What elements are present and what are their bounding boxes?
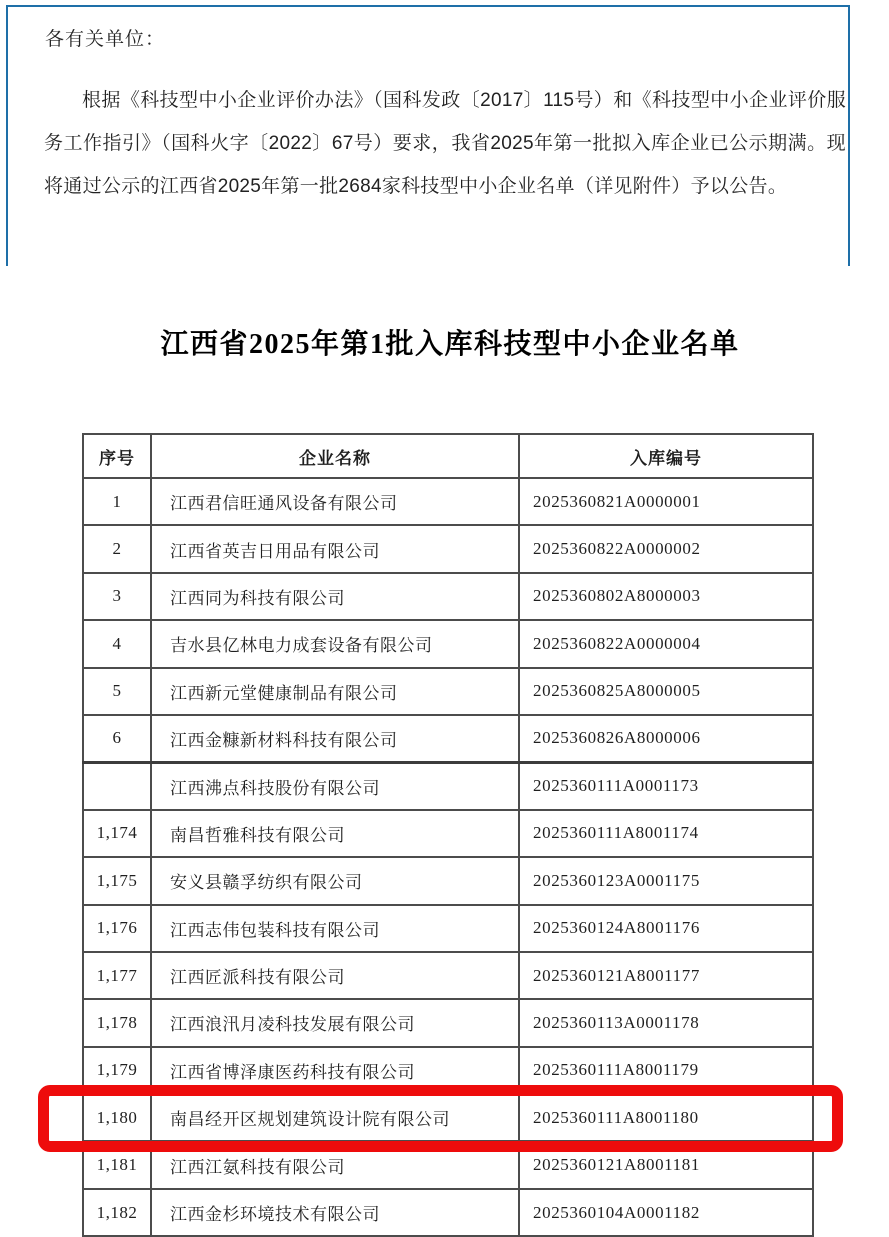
row-registration-code: 2025360825A8000005 [519, 668, 813, 715]
row-registration-code: 2025360111A8001179 [519, 1047, 813, 1094]
row-seq: 1,176 [83, 905, 151, 952]
row-company-name: 安义县赣孚纺织有限公司 [151, 857, 519, 904]
row-seq [83, 762, 151, 809]
table-row [83, 668, 813, 715]
table-row [83, 525, 813, 572]
table-row [83, 478, 813, 525]
row-seq: 5 [83, 668, 151, 715]
table-row [83, 999, 813, 1046]
row-company-name: 江西沸点科技股份有限公司 [151, 762, 519, 809]
row-registration-code: 2025360124A8001176 [519, 905, 813, 952]
row-seq: 1,181 [83, 1141, 151, 1188]
table-row [83, 573, 813, 620]
row-company-name: 江西金杉环境技术有限公司 [151, 1189, 519, 1236]
table-row [83, 857, 813, 904]
row-company-name: 江西金糠新材料科技有限公司 [151, 715, 519, 762]
row-registration-code: 2025360111A8001174 [519, 810, 813, 857]
table-row [83, 1094, 813, 1141]
table-row [83, 715, 813, 762]
table-row [83, 905, 813, 952]
row-seq: 2 [83, 525, 151, 572]
row-registration-code: 2025360821A0000001 [519, 478, 813, 525]
row-company-name: 南昌经开区规划建筑设计院有限公司 [151, 1094, 519, 1141]
row-seq: 3 [83, 573, 151, 620]
row-registration-code: 2025360113A0001178 [519, 999, 813, 1046]
column-header-code: 入库编号 [519, 434, 813, 478]
row-registration-code: 2025360802A8000003 [519, 573, 813, 620]
row-seq: 1,177 [83, 952, 151, 999]
table-row [83, 810, 813, 857]
row-company-name: 江西同为科技有限公司 [151, 573, 519, 620]
table-row [83, 1189, 813, 1236]
company-table [82, 433, 814, 1237]
row-registration-code: 2025360104A0001182 [519, 1189, 813, 1236]
row-company-name: 南昌哲雅科技有限公司 [151, 810, 519, 857]
row-seq: 1,180 [83, 1094, 151, 1141]
table-row [83, 620, 813, 667]
table-row [83, 1047, 813, 1094]
row-company-name: 江西新元堂健康制品有限公司 [151, 668, 519, 715]
row-registration-code: 2025360822A0000002 [519, 525, 813, 572]
table-row [83, 952, 813, 999]
row-seq: 4 [83, 620, 151, 667]
row-seq: 6 [83, 715, 151, 762]
row-seq: 1,175 [83, 857, 151, 904]
row-seq: 1,178 [83, 999, 151, 1046]
notice-body: 根据《科技型中小企业评价办法》（国科发政〔2017〕115号）和《科技型中小企业评价服务工作指引》（国科火字〔2022〕67号）要求，我省2025年第一批拟入库企业已公示期满。现将通过公示的江西省2025年第一批2684家科技型中小企业名单（详见附件）予以公告。 [44, 90, 846, 197]
table-row [83, 762, 813, 809]
row-company-name: 江西志伟包装科技有限公司 [151, 905, 519, 952]
row-company-name: 江西省英吉日用品有限公司 [151, 525, 519, 572]
row-company-name: 江西浪汛月凌科技发展有限公司 [151, 999, 519, 1046]
row-registration-code: 2025360121A8001181 [519, 1141, 813, 1188]
row-registration-code: 2025360111A8001180 [519, 1094, 813, 1141]
table-row [83, 1141, 813, 1188]
row-company-name: 江西省博泽康医药科技有限公司 [151, 1047, 519, 1094]
row-company-name: 江西江氨科技有限公司 [151, 1141, 519, 1188]
row-company-name: 江西君信旺通风设备有限公司 [151, 478, 519, 525]
salutation: 各有关单位： [45, 29, 166, 50]
row-registration-code: 2025360822A0000004 [519, 620, 813, 667]
row-seq: 1,179 [83, 1047, 151, 1094]
row-registration-code: 2025360826A8000006 [519, 715, 813, 762]
row-company-name: 吉水县亿林电力成套设备有限公司 [151, 620, 519, 667]
row-seq: 1,174 [83, 810, 151, 857]
row-registration-code: 2025360123A0001175 [519, 857, 813, 904]
row-seq: 1 [83, 478, 151, 525]
row-registration-code: 2025360121A8001177 [519, 952, 813, 999]
row-seq: 1,182 [83, 1189, 151, 1236]
row-company-name: 江西匠派科技有限公司 [151, 952, 519, 999]
attachment-title: 江西省2025年第1批入库科技型中小企业名单 [160, 329, 740, 360]
table-header-row [83, 434, 813, 478]
column-header-name: 企业名称 [151, 434, 519, 478]
row-registration-code: 2025360111A0001173 [519, 762, 813, 809]
column-header-seq: 序号 [83, 434, 151, 478]
